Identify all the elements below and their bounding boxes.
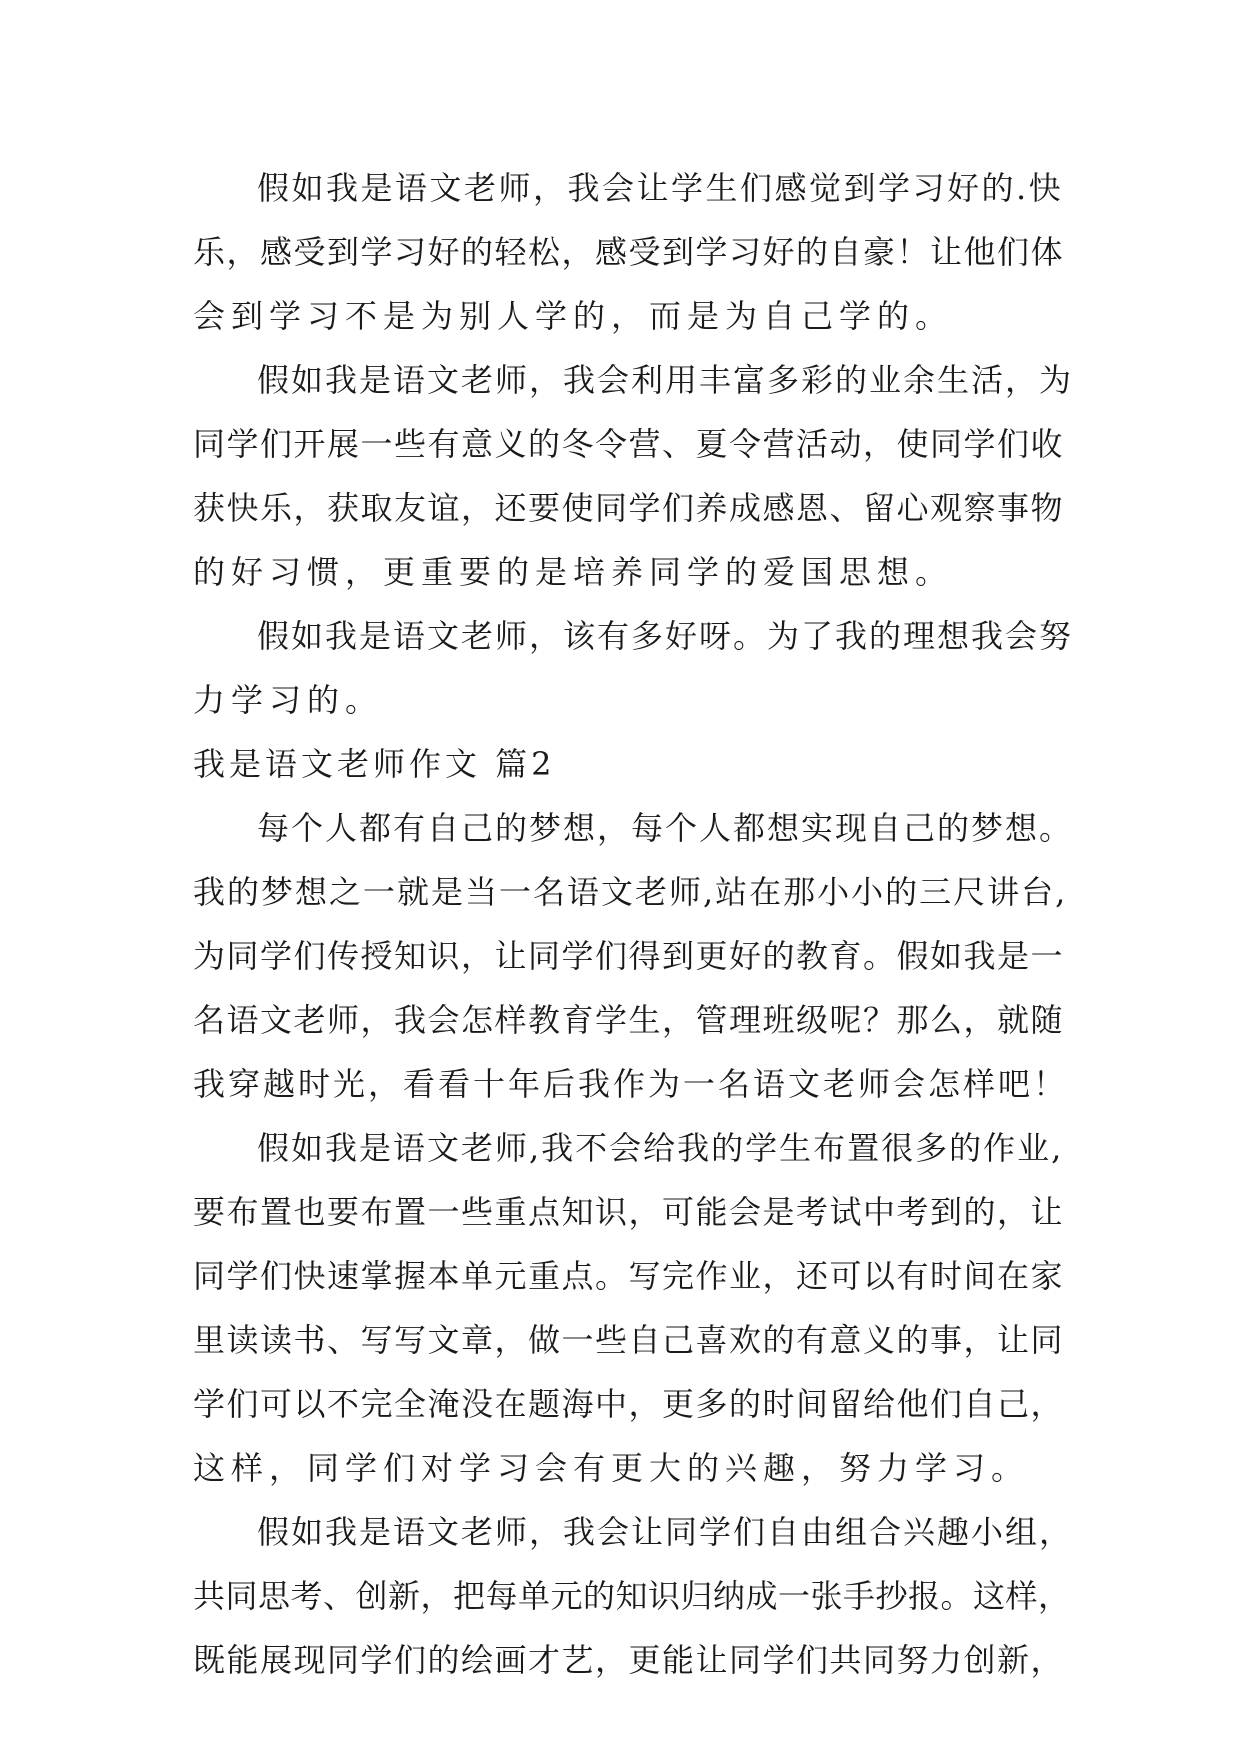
paragraph-line: 假如我是语文老师，该有多好呀。为了我的理想我会努 [257,617,1074,655]
paragraph-line: 里读读书、写写文章，做一些自己喜欢的有意义的事，让同 [193,1321,1065,1359]
paragraph-line: 假如我是语文老师，我会利用丰富多彩的业余生活，为 [257,361,1074,399]
paragraph-line: 既能展现同学们的绘画才艺，更能让同学们共同努力创新， [193,1641,1065,1679]
paragraph-line: 学们可以不完全淹没在题海中，更多的时间留给他们自己， [193,1385,1065,1423]
section-heading: 我是语文老师作文 篇2 [193,745,556,783]
paragraph-line: 的好习惯，更重要的是培养同学的爱国思想。 [193,553,954,591]
paragraph-line: 我的梦想之一就是当一名语文老师,站在那小小的三尺讲台, [193,873,1068,911]
paragraph-line: 假如我是语文老师，我会让同学们自由组合兴趣小组， [257,1513,1074,1551]
paragraph-line: 获快乐，获取友谊，还要使同学们养成感恩、留心观察事物 [193,489,1065,527]
paragraph-line: 共同思考、创新，把每单元的知识归纳成一张手抄报。这样， [193,1577,1071,1615]
paragraph-line: 每个人都有自己的梦想，每个人都想实现自己的梦想。 [257,809,1074,847]
paragraph-line: 假如我是语文老师，我会让学生们感觉到学习好的.快 [257,169,1064,207]
paragraph-line: 这样，同学们对学习会有更大的兴趣，努力学习。 [193,1449,1030,1487]
paragraph-line: 为同学们传授知识，让同学们得到更好的教育。假如我是一 [193,937,1065,975]
paragraph-line: 名语文老师，我会怎样教育学生，管理班级呢？那么，就随 [193,1001,1065,1039]
paragraph-line: 同学们快速掌握本单元重点。写完作业，还可以有时间在家 [193,1257,1065,1295]
paragraph-line: 我穿越时光，看看十年后我作为一名语文老师会怎样吧！ [193,1065,1069,1103]
paragraph-line: 会到学习不是为别人学的，而是为自己学的。 [193,297,954,335]
paragraph-line: 力学习的。 [193,681,384,719]
paragraph-line: 乐，感受到学习好的轻松，感受到学习好的自豪！让他们体 [193,233,1065,271]
paragraph-line: 假如我是语文老师,我不会给我的学生布置很多的作业, [257,1129,1064,1167]
document-body [193,156,1073,1692]
paragraph-line: 要布置也要布置一些重点知识，可能会是考试中考到的，让 [193,1193,1065,1231]
paragraph-line: 同学们开展一些有意义的冬令营、夏令营活动，使同学们收 [193,425,1065,463]
